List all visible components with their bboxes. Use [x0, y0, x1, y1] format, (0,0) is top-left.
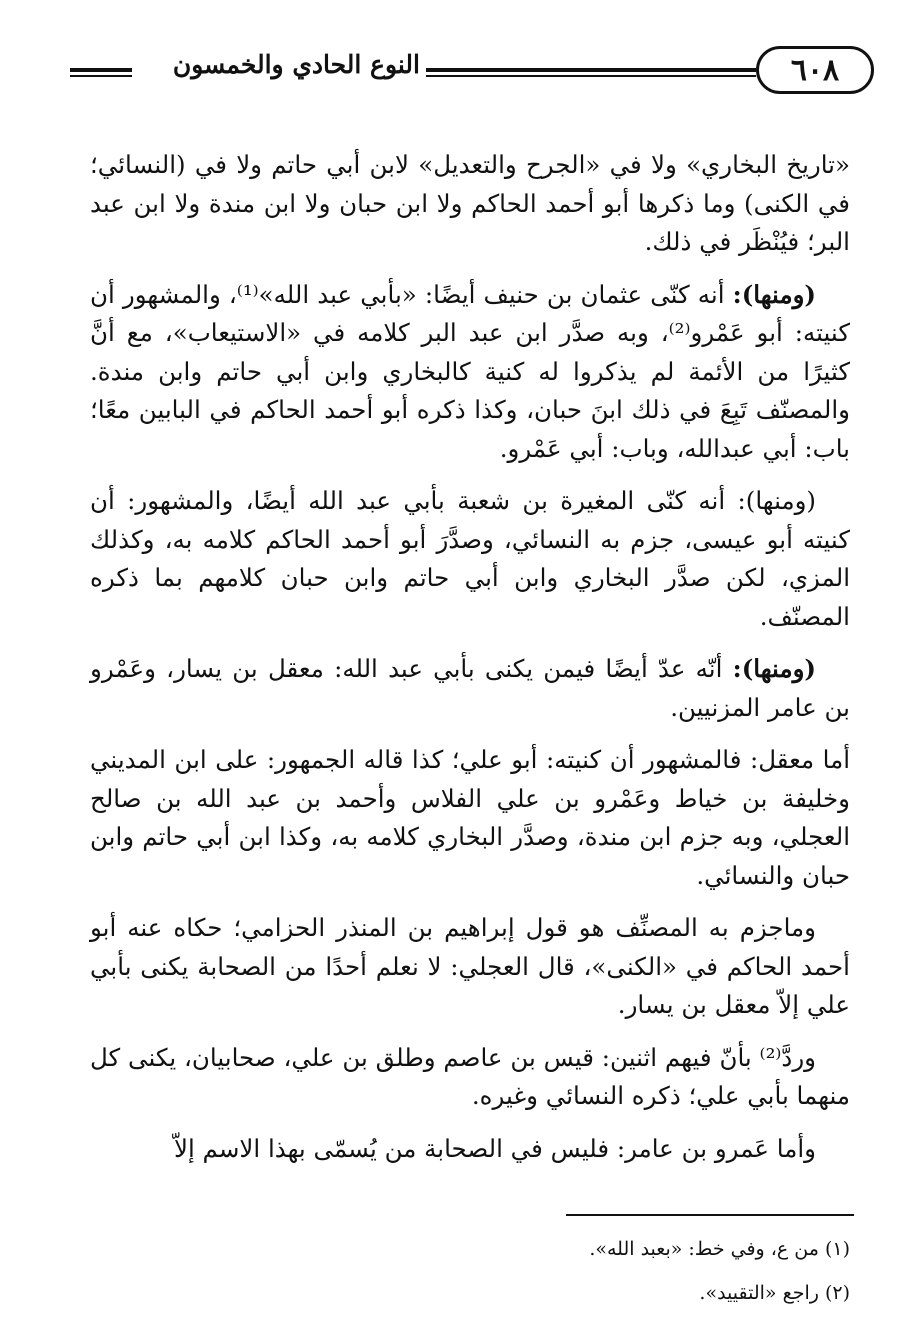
footnotes [90, 1234, 850, 1322]
paragraph-lead: (ومنها): [737, 486, 816, 515]
header-rule-left-thick [70, 68, 132, 72]
paragraph-text: وماجزم به المصنِّف هو قول إبراهيم بن المنذر الحزامي؛ حكاه عنه أبو أحمد الحاكم في «الكنى»، قال العجلي: لا نعلم أحدًا من الصحابة يكنى بأبي علي إلاّ معقل بن يسار. [90, 913, 850, 1019]
header-rule-middle-thick [426, 68, 756, 72]
paragraph-text: «تاريخ البخاري» ولا في «الجرح والتعديل» لابن أبي حاتم ولا في (النسائي؛ في الكنى) وما ذكرها أبو أحمد الحاكم ولا ابن حبان ولا ابن مندة ولا ابن عبد البر؛ فيُنْظَر في ذلك. [90, 150, 850, 256]
paragraph-text: وردَّ⁽²⁾ بأنّ فيهم اثنين: قيس بن عاصم وطلق بن علي، صحابيان، يكنى كل منهما بأبي علي؛ ذكره النسائي وغيره. [90, 1042, 850, 1110]
paragraph-text: أنه كنّى عثمان بن حنيف أيضًا: «بأبي عبد الله»⁽¹⁾، والمشهور أن كنيته: أبو عَمْرو⁽²⁾، وبه صدَّر ابن عبد البر كلامه في «الاستيعاب»، مع أنَّ كثيرًا من الأئمة لم يذكروا له كنية كالبخاري وابن أبي حاتم وابن مندة. والمصنّف تَبِعَ في ذلك ابنَ حبان، وكذا ذكره أبو أحمد الحاكم في البابين معًا؛ باب: أبي عبدالله، وباب: أبي عَمْرو. [90, 279, 850, 463]
paragraph-2 [90, 276, 850, 469]
paragraph-text: أنه كنّى المغيرة بن شعبة بأبي عبد الله أيضًا، والمشهور: أن كنيته أبو عيسى، جزم به النسائي، وصدَّرَ أبو أحمد الحاكم كلامه به، وكذلك المزي، لكن صدَّر البخاري وابن أبي حاتم وابن حبان كلامهم بما ذكره المصنّف. [90, 486, 850, 631]
footnote-2: (٢) راجع «التقييد». [699, 1282, 850, 1304]
paragraph-8 [90, 1130, 850, 1169]
paragraph-text: أنّه عدّ أيضًا فيمن يكنى بأبي عبد الله: معقل بن يسار، وعَمْرو بن عامر المزنيين. [90, 654, 850, 722]
paragraph-3 [90, 482, 850, 636]
paragraph-text: أما معقل: فالمشهور أن كنيته: أبو علي؛ كذا قاله الجمهور: على ابن المديني وخليفة بن خياط وعَمْرو بن علي الفلاس وأحمد بن عبد الله بن صالح العجلي، وبه جزم ابن مندة، وصدَّر البخاري كلامه به، وكذا ابن أبي حاتم وابن حبان والنسائي. [90, 745, 850, 890]
page-number: ٦٠٨ [756, 46, 874, 94]
paragraph-6 [90, 909, 850, 1025]
header-rule-middle-thin [426, 75, 756, 77]
paragraph-5 [90, 741, 850, 895]
paragraph-text: وأما عَمرو بن عامر: فليس في الصحابة من يُسمّى بهذا الاسم إلاّ [173, 1133, 816, 1163]
paragraph-7 [90, 1039, 850, 1116]
paragraph-lead: (ومنها): [732, 654, 816, 683]
running-title: النوع الحادي والخمسون [172, 50, 420, 79]
paragraph-1 [90, 146, 850, 262]
footnote-1: (١) من ع، وفي خط: «بعبد الله». [589, 1238, 850, 1260]
main-text [90, 146, 850, 1182]
header-rule-left-thin [70, 75, 132, 77]
paragraph-4 [90, 650, 850, 727]
page-header [70, 42, 860, 102]
footnote-separator [566, 1214, 854, 1216]
paragraph-lead: (ومنها): [732, 279, 816, 309]
